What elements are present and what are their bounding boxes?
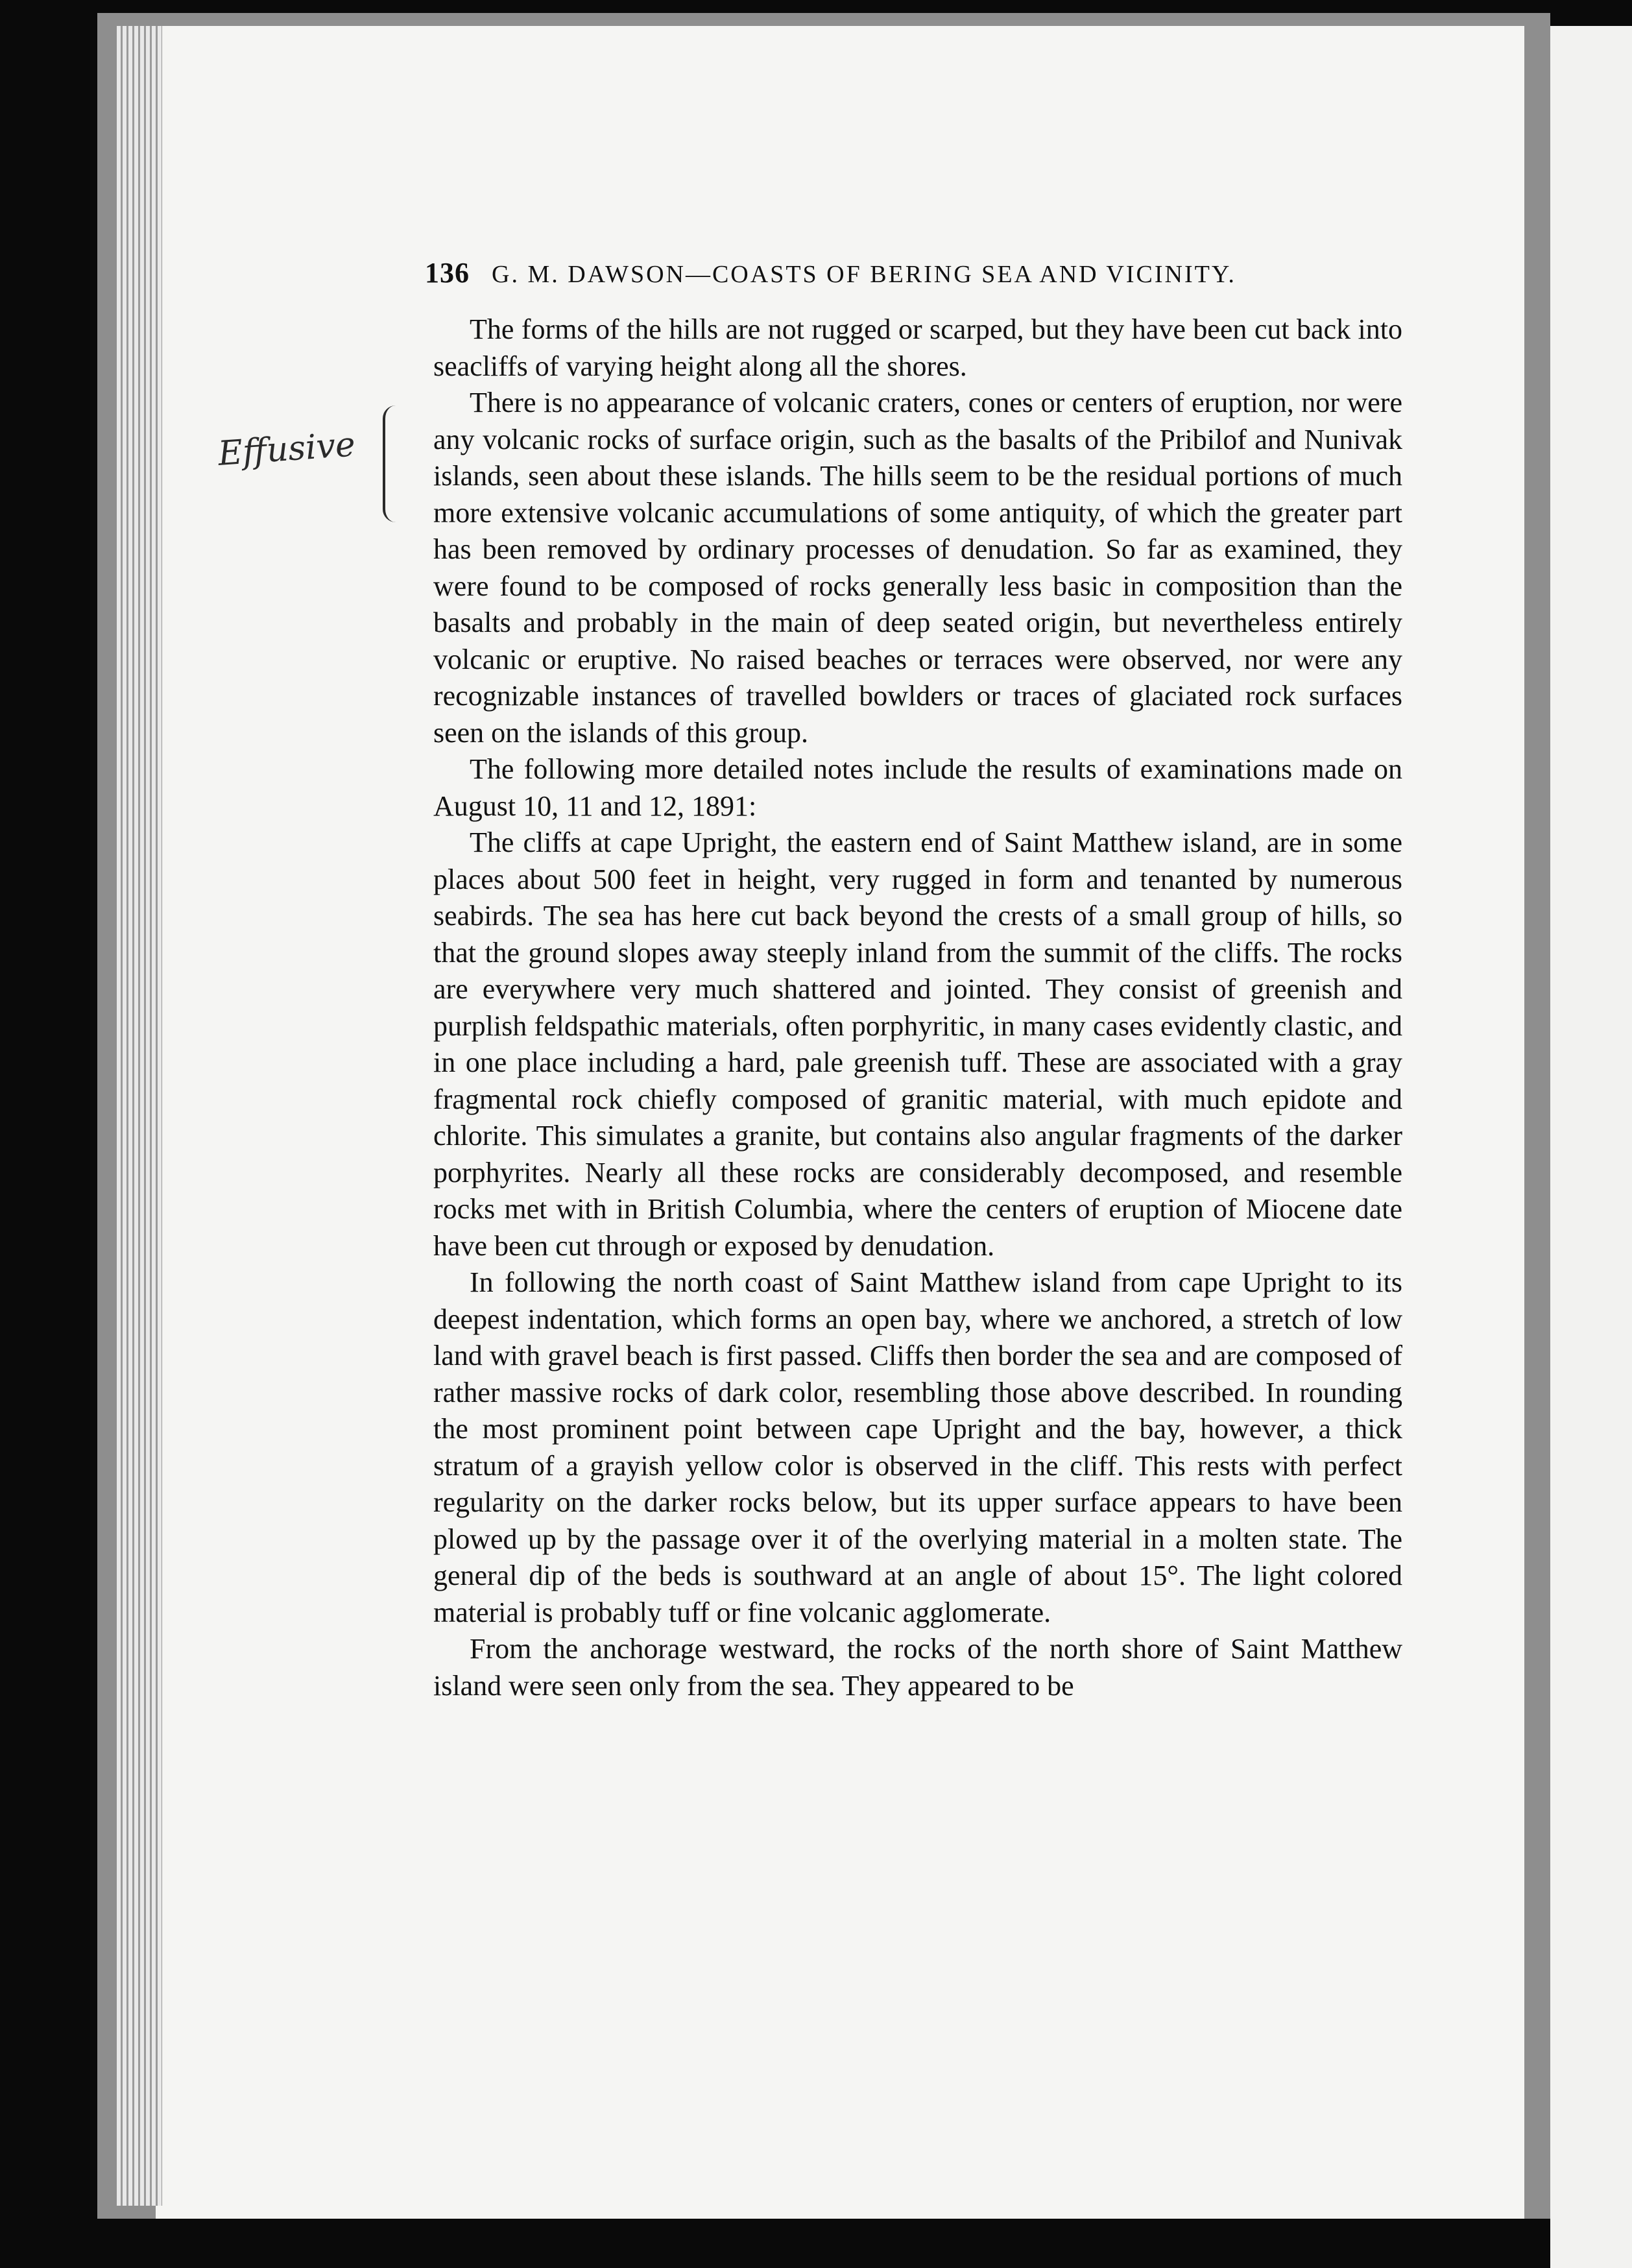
margin-bracket (383, 405, 397, 522)
running-header (425, 256, 1294, 289)
page-number: 136 (425, 257, 470, 289)
paragraph-2: There is no appearance of volcanic craters, cones or centers of eruption, nor were any volcanic rocks of surface origin, such as the basalts of the Pribilof and Nunivak islands, seen about these islands. The hills seem to be the residual portions of much more extensive volcanic accumulations of some antiquity, of which the greater part has been removed by ordinary processes of denudation. So far as examined, they were found to be composed of rocks generally less basic in composition than the basalts and probably in the main of deep seated origin, but nevertheless entirely volcanic or eruptive. No raised beaches or terraces were observed, nor were any recognizable instances of travelled bowlders or traces of glaciated rock surfaces seen on the islands of this group. (433, 387, 1402, 749)
paragraph-1: The forms of the hills are not rugged or scarped, but they have been cut back into seacliffs of varying height along all the shores. (433, 313, 1402, 382)
paragraph-3: The following more detailed notes include the results of examinations made on August 10, 11 and 12, 1891: (433, 753, 1402, 822)
handwritten-margin-note: Effusive (217, 425, 357, 474)
running-title: G. M. DAWSON—COASTS OF BERING SEA AND VICINITY. (492, 261, 1236, 288)
page-edges (117, 26, 162, 2206)
paragraph-4: The cliffs at cape Upright, the eastern end of Saint Matthew island, are in some places about 500 feet in height, very rugged in form and tenanted by numerous seabirds. The sea has here cut back beyond the crests of a small group of hills, so that the ground slopes away steeply inland from the summit of the cliffs. The rocks are everywhere very much shattered and jointed. They consist of greenish and purplish feldspathic materials, often porphyritic, in many cases evidently clastic, and in one place including a hard, pale greenish tuff. These are associated with a gray fragmental rock chiefly composed of granitic material, with much epidote and chlorite. This simulates a granite, but contains also angular fragments of the darker porphyrites. Nearly all these rocks are considerably decomposed, and resemble rocks met with in British Columbia, where the centers of eruption of Miocene date have been cut through or exposed by denudation. (433, 826, 1402, 1262)
paragraph-6: From the anchorage westward, the rocks of the north shore of Saint Matthew island were seen only from the sea. They appeared to be (433, 1633, 1402, 1702)
body-text (433, 311, 1402, 1704)
paragraph-5: In following the north coast of Saint Matthew island from cape Upright to its deepest indentation, which forms an open bay, where we anchored, a stretch of low land with gravel beach is first passed. Cliffs then border the sea and are composed of rather massive rocks of dark color, resembling those above described. In rounding the most prominent point between cape Upright and the bay, however, a thick stratum of a grayish yellow color is observed in the cliff. This rests with perfect regularity on the darker rocks below, but its upper surface appears to have been plowed up by the passage over it of the overlying material in a molten state. The general dip of the beds is southward at an angle of about 15°. The light colored material is probably tuff or fine volcanic agglomerate. (433, 1266, 1402, 1628)
facing-page-edge (1550, 26, 1632, 2268)
